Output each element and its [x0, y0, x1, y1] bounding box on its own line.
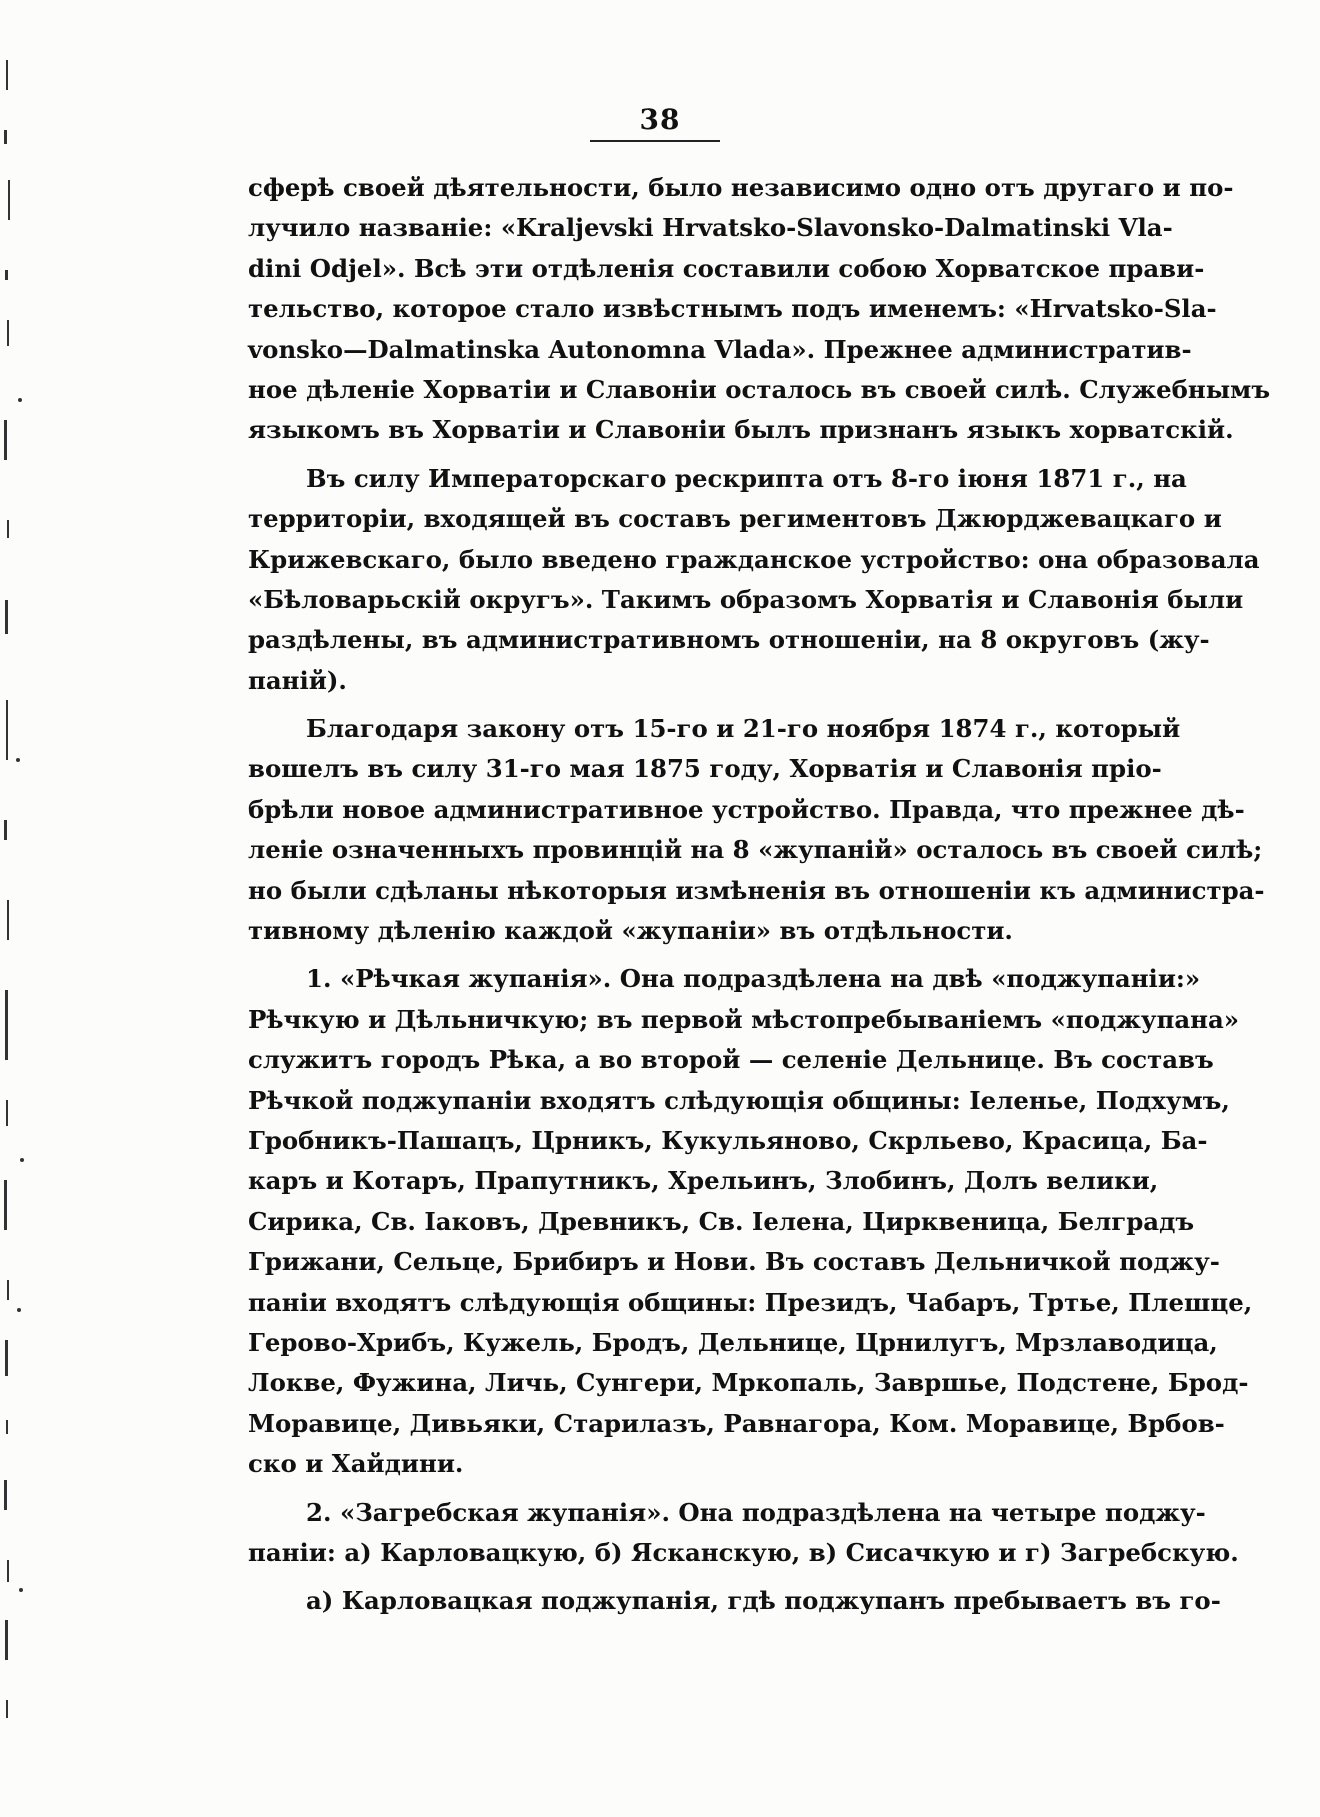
text-line: сферѣ своей дѣятельности, было независимо одно отъ другаго и по- — [248, 173, 1234, 202]
body-text — [248, 168, 1271, 1622]
text-line: тельство, которое стало извѣстнымъ подъ именемъ: «Hrvatsko-Sla- — [248, 294, 1217, 324]
text-line: территоріи, входящей въ составъ региментовъ Джюрджевацкаго и — [248, 504, 1222, 534]
text-line: брѣли новое административное устройство. Правда, что прежнее дѣ- — [248, 794, 1245, 824]
text-line: лучило названіе: «Kraljevski Hrvatsko-Slavonsko-Dalmatinski Vla- — [248, 213, 1173, 243]
text-line: dini Odjel». Всѣ эти отдѣленія составили собою Хорватское прави- — [248, 253, 1205, 283]
text-line: «Бѣловарьскій округъ». Такимъ образомъ Хорватія и Славонія были — [248, 584, 1244, 614]
text-line: паній). — [248, 665, 347, 695]
paragraph — [248, 1581, 1221, 1621]
text-line: а) Карловацкая поджупанія, гдѣ поджупанъ пребываетъ въ го- — [306, 1586, 1221, 1616]
text-line: Гробникъ-Пашацъ, Црникъ, Кукульяново, Скрльево, Красица, Ба- — [248, 1125, 1208, 1155]
text-line: ное дѣленіе Хорватіи и Славоніи осталось въ своей силѣ. Служебнымъ — [248, 374, 1271, 404]
text-line: Благодаря закону отъ 15-го и 21-го ноября 1874 г., который — [306, 714, 1181, 744]
text-line: паніи входятъ слѣдующія общины: Президъ, Чабаръ, Тртье, Плешце, — [248, 1287, 1253, 1317]
text-line: каръ и Котаръ, Прапутникъ, Хрельинъ, Злобинъ, Долъ велики, — [248, 1166, 1159, 1196]
scan-margin-artifacts — [0, 0, 30, 1813]
page-number: 38 — [639, 103, 681, 136]
paragraph — [248, 459, 1260, 701]
paragraph — [248, 168, 1271, 451]
text-line: Локве, Фужина, Личь, Сунгери, Мркопаль, Завршье, Подстене, Брод- — [248, 1368, 1249, 1398]
text-line: Моравице, Дивьяки, Старилазъ, Равнагора, Ком. Моравице, Врбов- — [248, 1408, 1225, 1438]
text-line: Рѣчкую и Дѣльничкую; въ первой мѣстопребываніемъ «поджупана» — [248, 1004, 1240, 1034]
text-line: но были сдѣланы нѣкоторыя измѣненія въ отношеніи къ администра- — [248, 875, 1265, 905]
text-line: vonsko—Dalmatinska Autonomna Vlada». Прежнее административ- — [248, 334, 1192, 364]
paragraph — [248, 1493, 1239, 1574]
text-line: ско и Хайдини. — [248, 1449, 464, 1479]
text-line: Сирика, Св. Іаковъ, Древникъ, Св. Іелена, Цирквеница, Белградъ — [248, 1206, 1195, 1236]
header-rule — [590, 140, 720, 142]
text-line: языкомъ въ Хорватіи и Славоніи былъ признанъ языкъ хорватскій. — [248, 415, 1234, 445]
text-line: 1. «Рѣчкая жупанія». Она подраздѣлена на двѣ «поджупаніи:» — [306, 964, 1201, 994]
text-line: Крижевскаго, было введено гражданское устройство: она образовала — [248, 544, 1260, 574]
text-line: раздѣлены, въ административномъ отношеніи, на 8 округовъ (жу- — [248, 625, 1210, 655]
paragraph — [248, 959, 1253, 1484]
text-line: леніе означенныхъ провинцій на 8 «жупаній» осталось въ своей силѣ; — [248, 835, 1263, 865]
text-line: служитъ городъ Рѣка, а во второй — селеніе Дельнице. Въ составъ — [248, 1045, 1214, 1075]
text-line: 2. «Загребская жупанія». Она подраздѣлена на четыре поджу- — [306, 1497, 1206, 1527]
text-line: Въ силу Императорскаго рескрипта отъ 8-го іюня 1871 г., на — [306, 463, 1187, 493]
text-line: Герово-Хрибъ, Кужель, Бродъ, Дельнице, Црнилугъ, Мрзлаводица, — [248, 1327, 1218, 1357]
text-line: паніи: а) Карловацкую, б) Ясканскую, в) Сисачкую и г) Загребскую. — [248, 1537, 1239, 1567]
text-line: Грижани, Сельце, Брибиръ и Нови. Въ составъ Дельничкой поджу- — [248, 1247, 1220, 1277]
text-line: вошелъ въ силу 31-го мая 1875 году, Хорватія и Славонія пріо- — [248, 754, 1162, 784]
text-line: Рѣчкой поджупаніи входятъ слѣдующія общины: Іеленье, Подхумъ, — [248, 1085, 1230, 1115]
text-line: тивному дѣленію каждой «жупаніи» въ отдѣльности. — [248, 916, 1013, 946]
paragraph — [248, 709, 1265, 951]
